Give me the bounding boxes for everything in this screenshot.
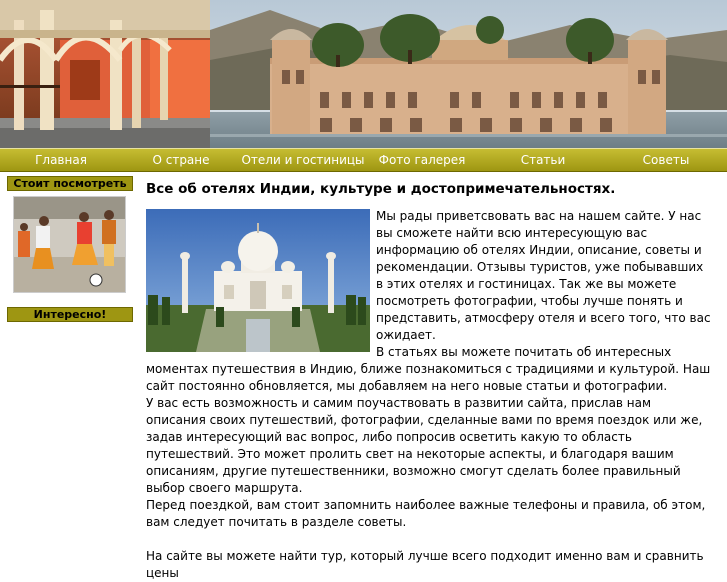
header-banner	[0, 0, 727, 148]
intro-paragraph: Мы рады приветсвовать вас на нашем сайте. У нас вы сможете найти всю интересующую вас информацию об отелях Индии, описание, советы и рекомендации. Отзывы туристов, уже побывавших в этих отелях и гостиницах. Так же вы можете посмотреть фотографии, чтобы лучше понять и представить, атмосферу отеля и всего того, что вас ожидает.	[376, 209, 711, 342]
paragraph-spacer	[146, 531, 712, 548]
sidebar-interesting-label: Интересно!	[7, 307, 133, 322]
nav-item-articles[interactable]: Статьи	[520, 153, 566, 167]
water-palace-illustration	[210, 0, 727, 148]
main-navigation	[0, 148, 727, 172]
palace-interior-illustration	[0, 0, 210, 148]
banner-water-palace-image	[210, 0, 727, 148]
nav-item-about-country[interactable]: О стране	[152, 153, 210, 167]
main-content	[146, 208, 712, 582]
featured-thumbnail[interactable]	[13, 196, 126, 293]
tours-paragraph: На сайте вы можете найти тур, который лучше всего подходит именно вам и сравнить цены	[146, 549, 704, 580]
tips-paragraph: Перед поездкой, вам стоит запомнить наиболее важные телефоны и правила, об этом, вам следует почитать в разделе советы.	[146, 498, 706, 529]
nav-item-hotels[interactable]: Отели и гостиницы	[241, 153, 365, 167]
taj-mahal-image	[146, 209, 370, 352]
page-title: Все об отелях Индии, культуре и достопримечательностях.	[146, 181, 616, 197]
sidebar-featured-label: Стоит посмотреть	[7, 176, 133, 191]
banner-palace-interior-image	[0, 0, 210, 148]
participation-paragraph: У вас есть возможность и самим поучаствовать в развитии сайта, прислав нам описания своих путешествий, фотографии, сделанные вами по время поездок или же, задав интересующий вас вопрос, либо попросив осветить какую то область путешествий. Это может пролить свет на некоторые аспекты, и благодаря вашим описаниям, другие путешественники, возможно смогут сделать более правильный выбор своего маршрута.	[146, 396, 703, 495]
nav-item-home[interactable]: Главная	[35, 153, 87, 167]
football-players-illustration	[14, 197, 126, 293]
taj-mahal-illustration	[146, 209, 370, 352]
nav-item-tips[interactable]: Советы	[642, 153, 690, 167]
nav-item-photo-gallery[interactable]: Фото галерея	[378, 153, 466, 167]
articles-paragraph: В статьях вы можете почитать об интересных моментах путешествия в Индию, ближе познакомиться с традициями и культурой. Наш сайт постоянно обновляется, мы добавляем на него новые статьи и фотографии.	[146, 345, 711, 393]
